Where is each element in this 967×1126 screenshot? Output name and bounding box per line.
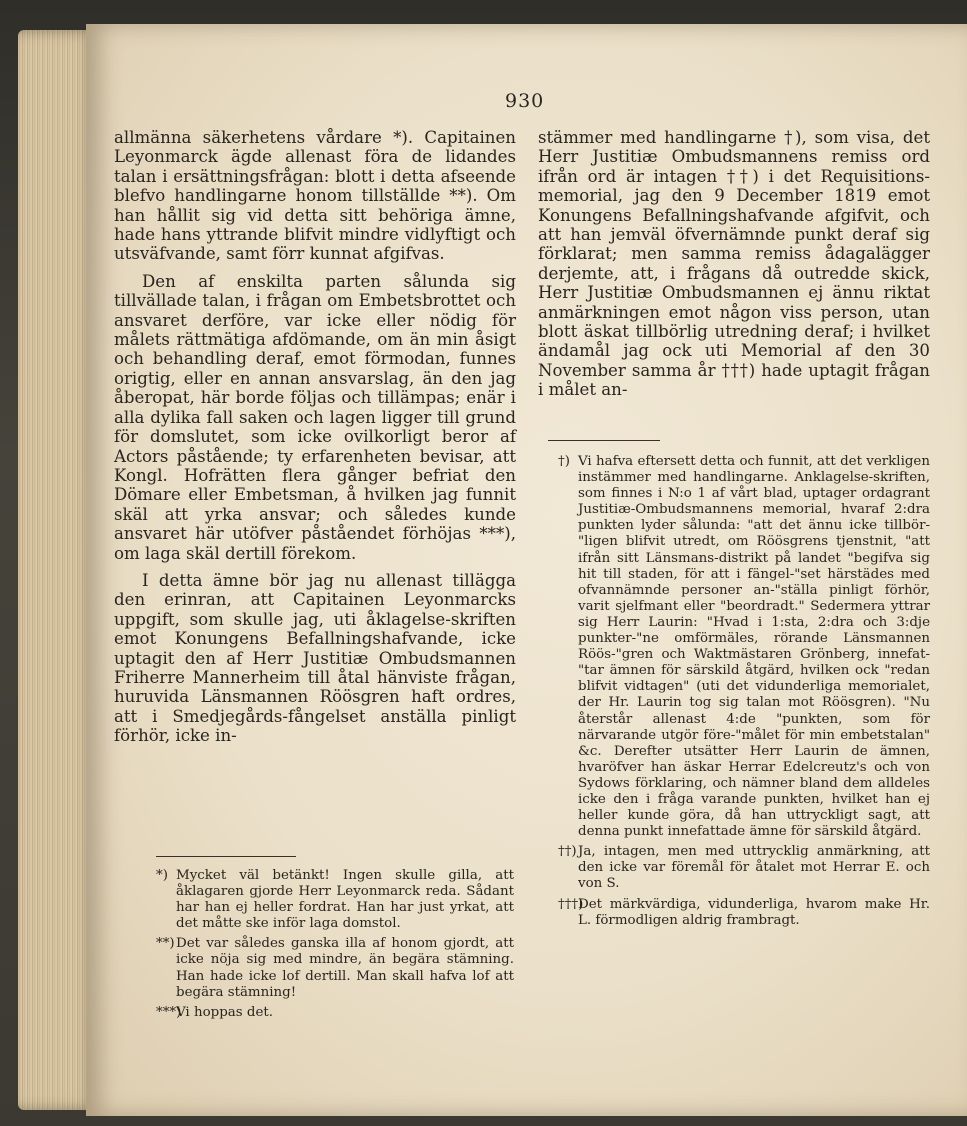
- footnote: [558, 897, 930, 929]
- left-paragraph: allmänna säkerhetens vårdare *). Capitainen Leyonmarck ägde allenast föra de lidandes talan i ersättningsfrågan: blott i detta afseende blefvo handlingarne honom tillställde **). Om han hållit sig vid detta sitt behöriga ämne, hade hans yttrande blifvit mindre vidlyftigt och utsväfvande, samt förr kunnat afgifvas.: [114, 128, 516, 264]
- left-footnotes: [156, 868, 514, 1025]
- footnote-mark: †): [558, 454, 570, 469]
- footnote-mark: ††): [558, 844, 577, 860]
- footnote-text: Vi hafva eftersett detta och funnit, att det verkligen instämmer med handlingarne. Anklagelse-skriften, som finnes i N:o 1 af vårt blad, uptager ordagrant Justitiæ-Ombudsmannens memorial, hvaraf 2:dra punkten lyder sålunda: "att det ännu icke tillbör-"ligen blifvit utredt, om Röösgrens tjenstnit, "att ifrån sitt Länsmans-distrikt på landet "begifva sig hit till staden, för att i fängel-"set härstädes med ofvannämnde personer an-"ställa pinligt förhör, varit sjelfmant eller "beordradt." Sedermera yttrar sig Herr Laurin: "Hvad i 1:sta, 2:dra och 3:dje punkter-"ne omförmäles, rörande Länsmannen Röös-"gren och Waktmästaren Grönberg, innefat-"tar ämnen för särskild åtgärd, hvilken ock "redan blifvit vidtagen" (uti det vidunderliga memorialet, der Hr. Laurin tog sig talan mot Röösgren). "Nu återstår allenast 4:de "punkten, som för närvarande utgör före-"målet för min embetstalan" &c. Derefter utsätter Herr Laurin de ämnen, hvaröfver han äskar Herrar Edelcreutz's och von Sydows förklaring, och nämner bland dem alldeles icke den i fråga varande punkten, hvilket han ej heller kunde göra, då han uttryckligt sagt, att denna punkt innefattade ämne för särskild åtgärd.: [578, 454, 930, 840]
- right-paragraph: stämmer med handlingarne †), som visa, det Herr Justitiæ Ombudsmannens remiss ord ifrån ord är intagen ††) i det Requisitions-memorial, jag den 9 December 1819 emot Konungens Befallningshafvande afgifvit, och att han jemväl öfvernämnde punkt deraf sig förklarat; men samma remiss ådagalägger derjemte, att, i frågans då outredde skick, Herr Justitiæ Ombudsmannen ej ännu riktat anmärkningen emot någon viss person, utan blott äskat tillbörlig utredning deraf; i hvilket ändamål jag ock uti Memorial af den 30 November samma år †††) hade uptagit frågan i målet an-: [538, 128, 930, 400]
- footnote-mark: *): [156, 868, 168, 883]
- footnote-text: Ja, intagen, men med uttrycklig anmärkning, att den icke var föremål för åtalet mot Herrar E. och von S.: [578, 844, 930, 892]
- left-paragraph: I detta ämne bör jag nu allenast tillägga den erinran, att Capitainen Leyonmarcks uppgift, som skulle jag, uti åklagelse-skriften emot Konungens Befallningshafvande, icke uptagit den af Herr Justitiæ Ombudsmannen Friherre Mannerheim till åtal hänviste frågan, huruvida Länsmannen Röösgren haft ordres, att i Smedjegårds-fångelset anställa pinligt förhör, icke in-: [114, 570, 516, 746]
- footnote: [156, 1005, 514, 1021]
- right-column: [538, 128, 930, 408]
- footnote-rule: [548, 440, 660, 441]
- left-column: [114, 128, 516, 754]
- footnote-mark: ***): [156, 1004, 182, 1020]
- right-footnotes: [558, 454, 930, 933]
- footnote-text: Mycket väl betänkt! Ingen skulle gilla, att åklagaren gjorde Herr Leyonmarck reda. Sådant har han ej heller fordrat. Han har just yrkat, att det måtte ske inför laga domstol.: [176, 868, 514, 932]
- footnote-text: Vi hoppas det.: [176, 1004, 274, 1020]
- footnote-mark: **): [156, 936, 175, 952]
- footnote: [156, 936, 514, 1000]
- left-paragraph: Den af enskilta parten sålunda sig tillvällade talan, i frågan om Embetsbrottet och ansvaret derföre, var icke eller nödig för målets rättmätiga afdömande, om än min åsigt och behandling deraf, emot förmodan, funnes origtig, eller en annan ansvarslag, än den jag åberopat, här borde följas och tillämpas; enär i alla dylika fall saken och lagen ligger till grund för domslutet, som icke ovilkorligt beror af Actors påstående; ty erfarenheten bevisar, att Kongl. Hofrätten flera gånger befriat den Dömare eller Embetsman, å hvilken jag funnit skäl att yrka ansvar; och således kunde ansvaret här utöfver påståendet förhöjas ***), om laga skäl dertill förekom.: [114, 271, 516, 563]
- footnote-rule: [156, 856, 296, 857]
- footnote: [558, 844, 930, 892]
- footnote-text: Det märkvärdiga, vidunderliga, hvarom make Hr. L. förmodligen aldrig frambragt.: [578, 896, 930, 928]
- footnote: [156, 868, 514, 932]
- page-number: 930: [505, 90, 545, 112]
- footnote-text: Det var således ganska illa af honom gjordt, att icke nöja sig med mindre, än begära stämning. Han hade icke lof dertill. Man skall hafva lof att begära stämning!: [176, 936, 514, 1000]
- footnote-mark: †††): [558, 896, 584, 912]
- footnote: [558, 454, 930, 840]
